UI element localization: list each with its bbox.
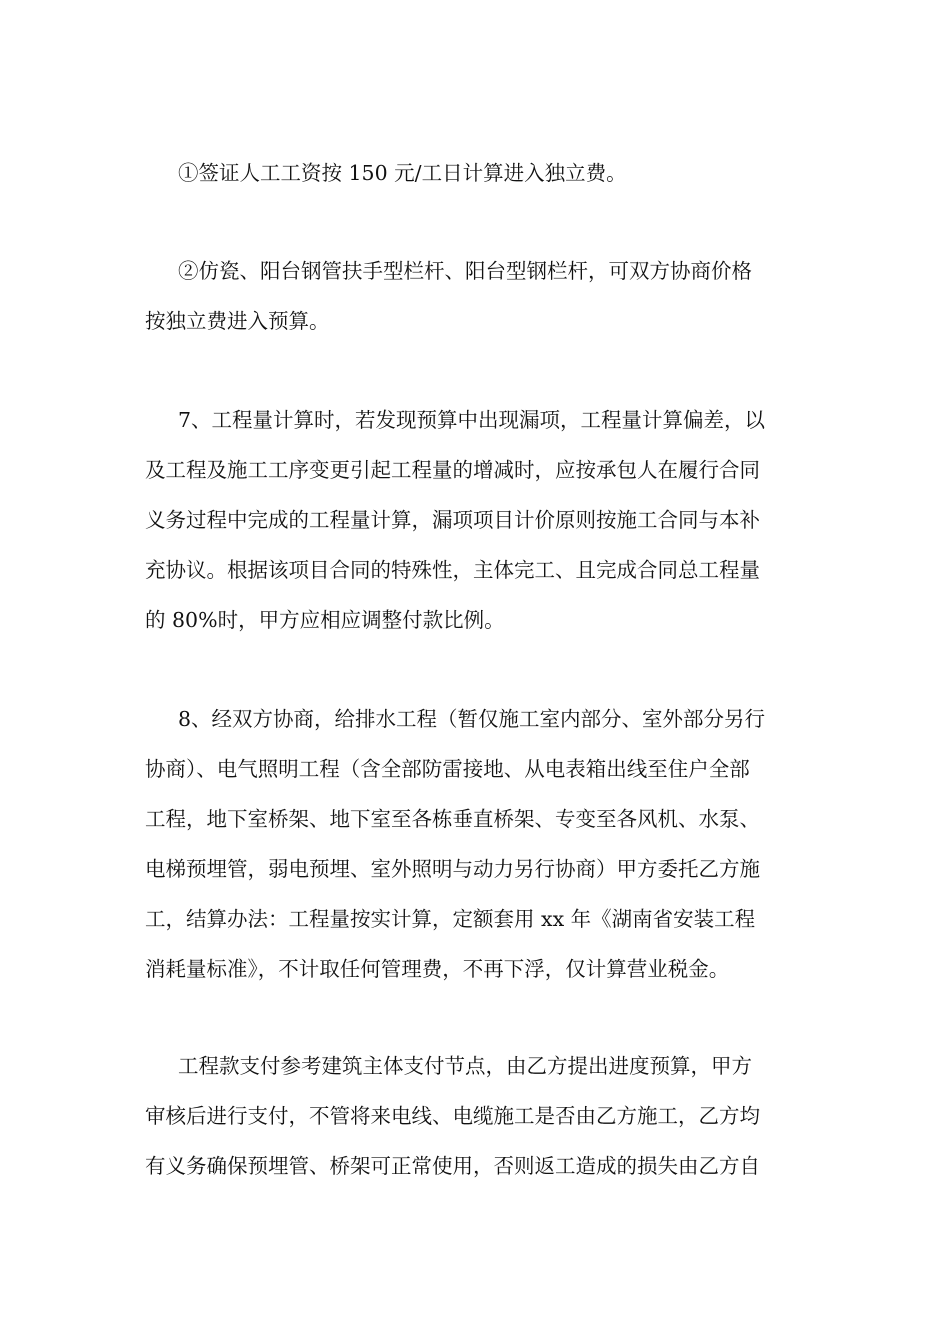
paragraph-line: 按独立费进入预算。 — [145, 309, 330, 333]
paragraph-line: 有义务确保预埋管、桥架可正常使用，否则返工造成的损失由乙方自 — [145, 1154, 760, 1178]
paragraph-railing-pricing — [145, 246, 815, 346]
paragraph-payment — [145, 1041, 815, 1191]
paragraph-item-8 — [145, 694, 815, 994]
paragraph-item-7 — [145, 395, 815, 645]
paragraph-line: 的 80%时，甲方应相应调整付款比例。 — [145, 608, 505, 632]
paragraph-line: 及工程及施工工序变更引起工程量的增减时，应按承包人在履行合同 — [145, 458, 760, 482]
paragraph-line: 7、工程量计算时，若发现预算中出现漏项，工程量计算偏差，以 — [178, 408, 766, 432]
paragraph-line: 工，结算办法：工程量按实计算，定额套用 xx 年《湖南省安装工程 — [145, 907, 756, 931]
paragraph-line: 义务过程中完成的工程量计算，漏项项目计价原则按施工合同与本补 — [145, 508, 760, 532]
paragraph-line: 8、经双方协商，给排水工程（暂仅施工室内部分、室外部分另行 — [178, 707, 766, 731]
paragraph-line: 审核后进行支付，不管将来电线、电缆施工是否由乙方施工，乙方均 — [145, 1104, 760, 1128]
paragraph-line: 电梯预埋管，弱电预埋、室外照明与动力另行协商）甲方委托乙方施 — [145, 857, 760, 881]
paragraph-line: 消耗量标准》，不计取任何管理费，不再下浮，仅计算营业税金。 — [145, 957, 730, 981]
paragraph-line: 工程，地下室桥架、地下室至各栋垂直桥架、专变至各风机、水泵、 — [145, 807, 760, 831]
paragraph-labor-wage — [145, 148, 815, 198]
paragraph-line: ①签证人工工资按 150 元/工日计算进入独立费。 — [178, 161, 627, 185]
paragraph-line: 充协议。根据该项目合同的特殊性，主体完工、且完成合同总工程量 — [145, 558, 760, 582]
paragraph-line: 协商）、电气照明工程（含全部防雷接地、从电表箱出线至住户全部 — [145, 757, 750, 781]
paragraph-line: ②仿瓷、阳台钢管扶手型栏杆、阳台型钢栏杆，可双方协商价格 — [178, 259, 752, 283]
paragraph-line: 工程款支付参考建筑主体支付节点，由乙方提出进度预算，甲方 — [178, 1054, 752, 1078]
